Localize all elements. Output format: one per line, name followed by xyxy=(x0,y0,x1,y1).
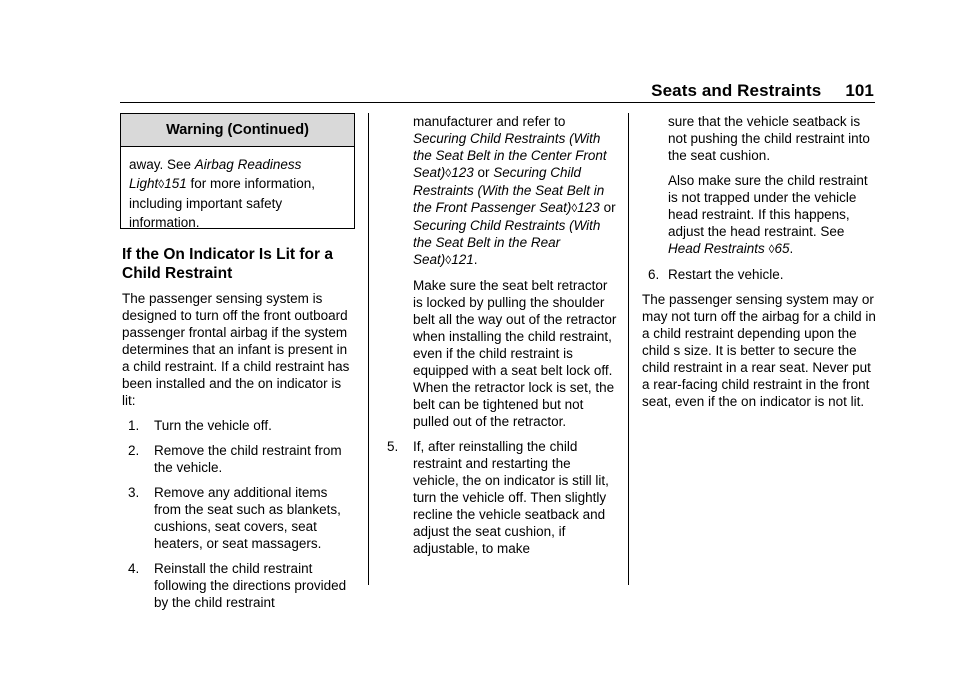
header-rule xyxy=(120,102,875,103)
page-ref-151[interactable]: 151 xyxy=(164,176,187,191)
list-item: 6. Restart the vehicle. xyxy=(648,267,784,282)
link-head-restraints[interactable]: Head Restraints xyxy=(668,241,765,256)
warning-box xyxy=(120,113,355,229)
list-item: 2. Remove the child restraint from the vehicle. xyxy=(128,443,342,475)
column-divider-2 xyxy=(628,113,629,585)
retractor-paragraph: Make sure the seat belt retractor is locked by pulling the shoulder belt all the way out of the retractor when installing the child restraint, even if the child restraint is equipped with a seat belt lock off. When the retractor lock is set, the belt can be tightened but not pulled out of the retractor. xyxy=(413,278,617,429)
page-ref-123[interactable]: 123 xyxy=(577,200,600,215)
link-securing-front-passenger[interactable]: Securing Child Restraints (With the Seat Belt in the Front Passenger Seat) xyxy=(413,165,605,215)
page-reference-icon: ◊ xyxy=(768,242,775,256)
list-item: 1. Turn the vehicle off. xyxy=(128,418,272,433)
page-number: 101 xyxy=(845,81,874,100)
list-item: 5. If, after reinstalling the child restraint and restarting the vehicle, the on indicator is still lit, turn the vehicle off. Then slightly recline the vehicle seatback and adjust the seat cushion, if adjustable, to make xyxy=(387,439,609,556)
page-ref-123[interactable]: 123 xyxy=(451,165,474,180)
page-ref-65[interactable]: 65 xyxy=(774,241,790,256)
step-5-continued: sure that the vehicle seatback is not pushing the child restraint into the seat cushion. Also make sure the child restraint is not trapped under the vehicle head restraint. If this happens, adjust the head restraint. See Head Restraints ◊65. xyxy=(668,114,870,256)
list-item: 4. Reinstall the child restraint following the directions provided by the child restraint xyxy=(128,561,347,610)
link-airbag-readiness-light[interactable]: Airbag Readiness Light xyxy=(129,157,302,191)
list-item: 3. Remove any additional items from the seat such as blankets, cushions, seat covers, seat heaters, or seat massagers. xyxy=(128,485,341,551)
page-ref-121[interactable]: 121 xyxy=(451,252,474,267)
page-reference-icon: ◊ xyxy=(571,201,578,215)
section-title: Seats and Restraints xyxy=(651,81,822,100)
column-divider-1 xyxy=(368,113,369,585)
page-reference-icon: ◊ xyxy=(445,253,452,267)
link-securing-rear[interactable]: Securing Child Restraints (With the Seat Belt in the Rear Seat) xyxy=(413,218,601,267)
warning-body: away. See Airbag Readiness Light◊151 for more information, including important safety information. xyxy=(129,157,316,230)
intro-paragraph: The passenger sensing system is designed to turn off the front outboard passenger frontal airbag if the system determines that an infant is present in a child restraint. If a child restraint has been installed and the on indicator is lit: xyxy=(122,291,350,408)
page-reference-icon: ◊ xyxy=(158,177,165,191)
column-1 xyxy=(122,290,358,611)
step-4-continued: manufacturer and refer to Securing Child Restraints (With the Seat Belt in the Center Front Seat)◊123 or Securing Child Restraints (With the Seat Belt in the Front Passenger Seat)◊123 or Securing Child Restraints (With the Seat Belt in the Rear Seat)◊121. Make sure the seat belt retractor is locked by pulling the shoulder belt all the way out of the retractor when installing the child restraint, even if the child restraint is equipped with a seat belt lock off. When the retractor lock is set, the belt can be tightened but not pulled out of the retractor. xyxy=(413,114,617,429)
column-2 xyxy=(387,113,617,557)
closing-paragraph: The passenger sensing system may or may not turn off the airbag for a child in a child restraint depending upon the child s size. It is better to secure the child restraint in a rear seat. Never put a rear-facing child restraint in the front seat, even if the on indicator is not lit. xyxy=(642,292,876,409)
link-securing-center-front[interactable]: Securing Child Restraints (With the Seat Belt in the Center Front Seat) xyxy=(413,131,607,180)
section-heading: If the On Indicator Is Lit for a Child Restraint xyxy=(122,246,333,282)
page-reference-icon: ◊ xyxy=(445,166,452,180)
warning-title: Warning (Continued) xyxy=(121,114,354,147)
page-header xyxy=(560,81,874,101)
column-3 xyxy=(642,113,878,410)
